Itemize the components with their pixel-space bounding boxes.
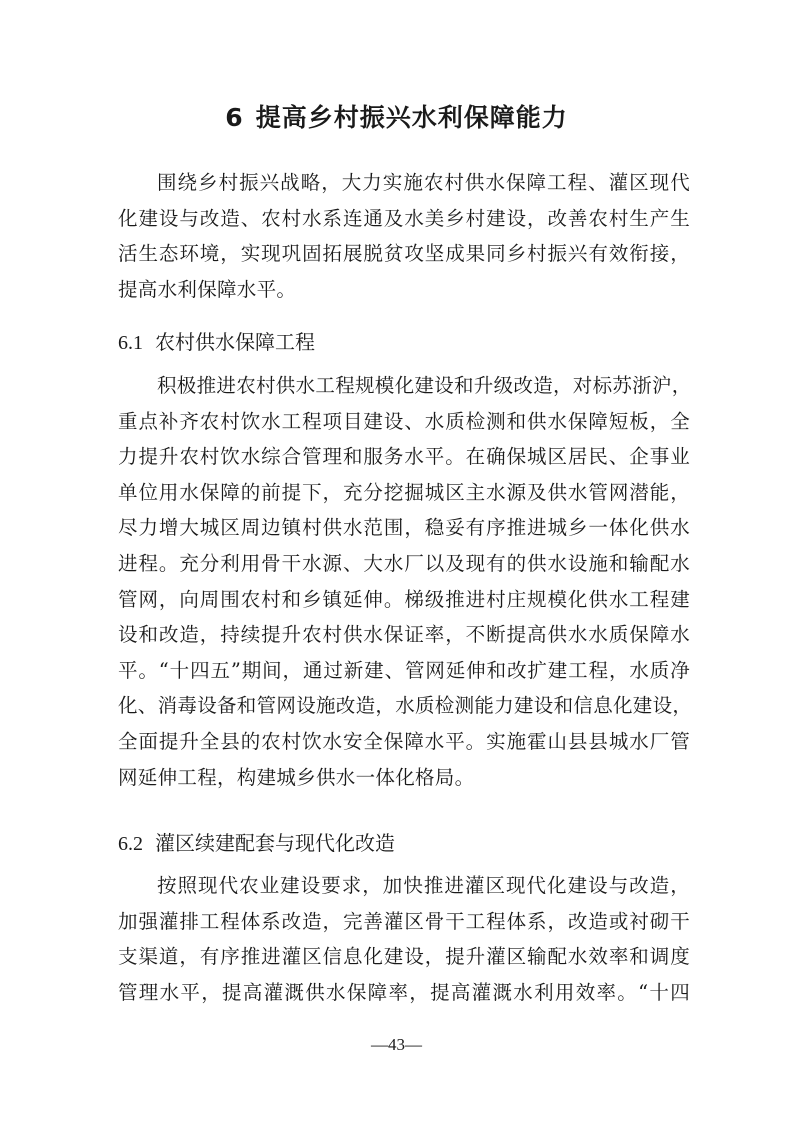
paragraph-line: 积极推进农村供水工程规模化建设和升级改造，对标苏浙沪， — [157, 374, 692, 397]
paragraph-line: 管理水平，提高灌溉供水保障率，提高灌溉水利用效率。“十四 — [118, 980, 690, 1004]
paragraph-line: 设和改造，持续提升农村供水保证率，不断提高供水水质保障水 — [118, 623, 690, 647]
paragraph-line: 网延伸工程，构建城乡供水一体化格局。 — [118, 765, 475, 789]
paragraph-line: 围绕乡村振兴战略，大力实施农村供水保障工程、灌区现代 — [157, 171, 690, 194]
section-title: 灌区续建配套与现代化改造 — [155, 831, 395, 855]
paragraph-line: 管网，向周围农村和乡镇延伸。梯级推进村庄规模化供水工程建 — [118, 587, 690, 611]
intro-paragraph — [118, 165, 690, 307]
section-number: 6.1 — [118, 332, 143, 354]
paragraph-line: 力提升农村饮水综合管理和服务水平。在确保城区居民、企事业 — [118, 445, 690, 469]
paragraph-line: 全面提升全县的农村饮水安全保障水平。实施霍山县县城水厂管 — [118, 729, 690, 753]
chapter-title — [0, 98, 793, 134]
paragraph-line: 单位用水保障的前提下，充分挖掘城区主水源及供水管网潜能， — [118, 480, 690, 504]
section-6-1-paragraph — [118, 368, 693, 795]
paragraph-line: 提高水利保障水平。 — [118, 277, 297, 301]
section-heading-6-2 — [118, 827, 395, 856]
page-number: —43— — [371, 1035, 422, 1054]
paragraph-line: 尽力增大城区周边镇村供水范围，稳妥有序推进城乡一体化供水 — [118, 516, 690, 540]
paragraph-line: 化建设与改造、农村水系连通及水美乡村建设，改善农村生产生 — [118, 206, 690, 230]
paragraph-line: 活生态环境，实现巩固拓展脱贫攻坚成果同乡村振兴有效衔接， — [118, 242, 690, 266]
chapter-title-text: 提高乡村振兴水利保障能力 — [255, 103, 568, 132]
paragraph-line: 重点补齐农村饮水工程项目建设、水质检测和供水保障短板，全 — [118, 409, 690, 433]
section-6-2-paragraph — [118, 868, 690, 1010]
paragraph-line: 平。“十四五”期间，通过新建、管网延伸和改扩建工程，水质净 — [118, 658, 690, 682]
section-number: 6.2 — [118, 833, 143, 855]
paragraph-line: 进程。充分利用骨干水源、大水厂以及现有的供水设施和输配水 — [118, 551, 690, 575]
paragraph-line: 化、消毒设备和管网设施改造，水质检测能力建设和信息化建设， — [118, 694, 693, 718]
chapter-number: 6 — [225, 103, 244, 132]
section-title: 农村供水保障工程 — [155, 330, 315, 354]
paragraph-line: 按照现代农业建设要求，加快推进灌区现代化建设与改造， — [157, 874, 690, 897]
paragraph-line: 支渠道，有序推进灌区信息化建设，提升灌区输配水效率和调度 — [118, 945, 690, 969]
section-heading-6-1 — [118, 326, 315, 355]
paragraph-line: 加强灌排工程体系改造，完善灌区骨干工程体系，改造或衬砌干 — [118, 909, 690, 933]
